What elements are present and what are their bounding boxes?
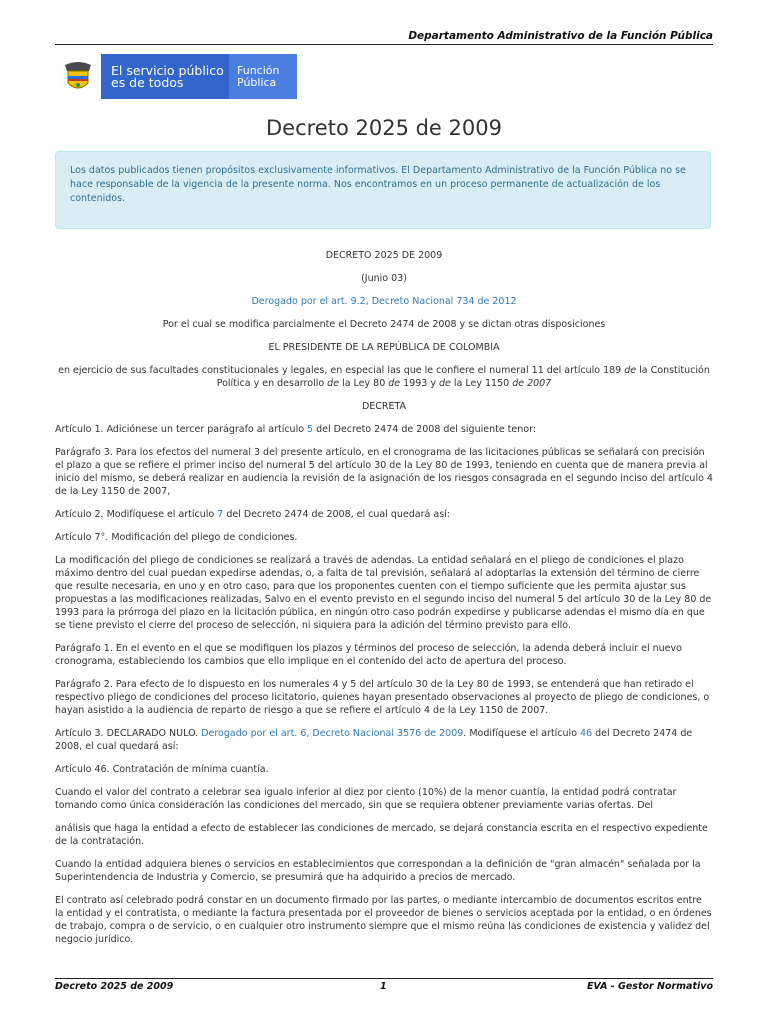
article-text: Artículo 3. DECLARADO NULO. bbox=[55, 728, 202, 739]
logo-line2: es de todos bbox=[111, 74, 184, 90]
intro-paragraph bbox=[55, 364, 713, 390]
contrato-paragraph: El contrato así celebrado podrá constar en un documento firmado por las partes, o mediante intercambio de documentos escritos entre la entidad y el contratista, o mediante la factura presentada por el proveedor de bienes o servicios aceptada por la entidad, o en órdenes de trabajo, compra o de servicio, o en cualquier otro instrumento siempre que el mismo reúna las condiciones de existencia y validez del negocio jurídico. bbox=[55, 895, 712, 945]
article-text: del Decreto 2474 de 2008 del siguiente tenor: bbox=[313, 424, 537, 435]
article-2 bbox=[55, 508, 713, 521]
footer-app-name: EVA - Gestor Normativo bbox=[586, 981, 713, 992]
paragraph-3: Parágrafo 3. Para los efectos del numeral 3 del presente artículo, en el cronograma de las licitaciones públicas se señalará con precisión el plazo a que se refiere el primer inciso del numeral 5 del artículo 30 de la Ley 80 de 1993, teniendo en cuenta que de manera previa al inicio del mismo, se deberá realizar en audiencia la revisión de la asignación de los riesgos consagrada en el segundo inciso del artículo 4 de la Ley 1150 de 2007, bbox=[55, 447, 713, 497]
article-3 bbox=[55, 727, 713, 753]
footer-divider bbox=[55, 978, 713, 979]
footer-page-number: 1 bbox=[380, 981, 387, 992]
header-divider bbox=[55, 44, 713, 45]
intro-text: 1993 y bbox=[400, 378, 440, 389]
decree-subject: Por el cual se modifica parcialmente el Decreto 2474 de 2008 y se dictan otras disposiciones bbox=[162, 319, 606, 330]
logo-line1: El servicio público bbox=[111, 62, 224, 78]
coat-of-arms-icon bbox=[55, 54, 101, 99]
modification-paragraph: La modificación del pliego de condiciones se realizará a través de adendas. La entidad señalará en el pliego de condiciones el plazo máximo dentro del cual puedan expedirse adendas, o, a falta de tal previsión, señalará al adoptarlas la extensión del término de cierre que resulte necesaria, en uno y en otro caso, para que los proponentes cuenten con el tiempo suficiente que les permita ajustar sus propuestas a las modificaciones realizadas, Salvo en el evento previsto en el segundo inciso del numeral 5 del artículo 30 de la Ley 80 de 1993 para la prórroga del plazo en la licitación pública, en ningún otro caso podrán expedirse y publicarse adendas el mismo día en que se tiene previsto el cierre del proceso de selección, ni siquiera para la adición del término previsto para ello. bbox=[55, 555, 712, 631]
footer-doc-title: Decreto 2025 de 2009 bbox=[55, 981, 174, 992]
article-1 bbox=[55, 423, 713, 436]
cuando-paragraph-2: Cuando la entidad adquiera bienes o servicios en establecimientos que correspondan a la definición de "gran almacén" señalada por la Superintendencia de Industria y Comercio, se presumirá que ha adquirido a precios de mercado. bbox=[55, 859, 701, 883]
paragraph-1: Parágrafo 1. En el evento en el que se modifiquen los plazos y términos del proceso de selección, la adenda deberá incluir el nuevo cronograma, estableciendo los cambios que ello implique en el contenido del acto de apertura del proceso. bbox=[55, 643, 682, 667]
paragraph-2: Parágrafo 2. Para efecto de lo dispuesto en los numerales 4 y 5 del artículo 30 de la Ley 80 de 1993, se entenderá que han retirado el respectivo pliego de condiciones del proceso licitatorio, quienes hayan presentado observaciones al proyecto de pliego de condiciones, o hayan asistido a la audiencia de reparto de riesgo a que se refiere el artículo 4 de la Ley 1150 de 2007. bbox=[55, 679, 710, 716]
intro-text: la Ley 1150 bbox=[450, 378, 513, 389]
derogado-3576-link[interactable]: Derogado por el art. 6, Decreto Nacional 3576 de 2009 bbox=[201, 728, 464, 739]
cuando-paragraph-1: Cuando el valor del contrato a celebrar sea igualo inferior al diez por ciento (10%) de la menor cuantía, la entidad podrá contratar tomando como única consideración las condiciones del mercado, sin que se requiera obtener previamente varias ofertas. Del bbox=[55, 787, 677, 811]
article-5-link[interactable]: 5 bbox=[307, 424, 314, 435]
derogado-note bbox=[55, 295, 713, 308]
logo bbox=[55, 54, 297, 99]
article-7-link[interactable]: 7 bbox=[217, 509, 224, 520]
disclaimer-alert: Los datos publicados tienen propósitos exclusivamente informativos. El Departamento Administrativo de la Función Pública no se hace responsable de la vigencia de la presente norma. Nos encontramos en un proceso permanente de actualización de los contenidos. bbox=[55, 151, 711, 229]
intro-de: de bbox=[624, 365, 637, 376]
intro-text: la Constitución Política y en desarrollo bbox=[216, 365, 710, 389]
logo-side2: Pública bbox=[237, 75, 277, 89]
president-heading: EL PRESIDENTE DE LA REPÚBLICA DE COLOMBIA bbox=[268, 342, 500, 353]
intro-text: en ejercicio de sus facultades constitucionales y legales, en especial las que le confiere el numeral 11 del artículo 189 bbox=[58, 365, 625, 376]
article-text: Artículo 1. Adiciónese un tercer parágrafo al artículo bbox=[55, 424, 308, 435]
logo-main bbox=[101, 54, 229, 99]
page-title: Decreto 2025 de 2009 bbox=[266, 116, 502, 140]
article-46-link[interactable]: 46 bbox=[580, 728, 593, 739]
decreta-heading: DECRETA bbox=[361, 401, 407, 412]
intro-text: la Ley 80 bbox=[339, 378, 389, 389]
intro-de: de 2007 bbox=[512, 378, 552, 389]
intro-de: de bbox=[388, 378, 401, 389]
derogado-link[interactable]: Derogado por el art. 9.2, Decreto Nacional 734 de 2012 bbox=[251, 296, 517, 307]
logo-side1: Función bbox=[237, 63, 280, 77]
decree-date: (Junio 03) bbox=[361, 273, 407, 284]
article-7-title: Artículo 7°. Modificación del pliego de condiciones. bbox=[55, 532, 298, 543]
article-text: del Decreto 2474 de 2008, el cual quedará así: bbox=[223, 509, 450, 520]
decree-heading: DECRETO 2025 DE 2009 bbox=[325, 250, 443, 261]
intro-de: de bbox=[439, 378, 451, 389]
analisis-paragraph: análisis que haga la entidad a efecto de establecer las condiciones de mercado, se dejará constancia escrita en el respectivo expediente de la contratación. bbox=[55, 823, 708, 847]
intro-de: de bbox=[327, 378, 340, 389]
article-text: del Decreto 2474 de 2008, el cual quedará así: bbox=[55, 728, 693, 752]
article-text: Artículo 2. Modifíquese el artículo bbox=[55, 509, 218, 520]
document-body bbox=[55, 249, 713, 956]
article-text: . Modifíquese el artículo bbox=[463, 728, 581, 739]
article-46-title: Artículo 46. Contratación de mínima cuantía. bbox=[55, 764, 269, 775]
header-org: Departamento Administrativo de la Función Pública bbox=[408, 30, 713, 42]
logo-side bbox=[229, 54, 297, 99]
